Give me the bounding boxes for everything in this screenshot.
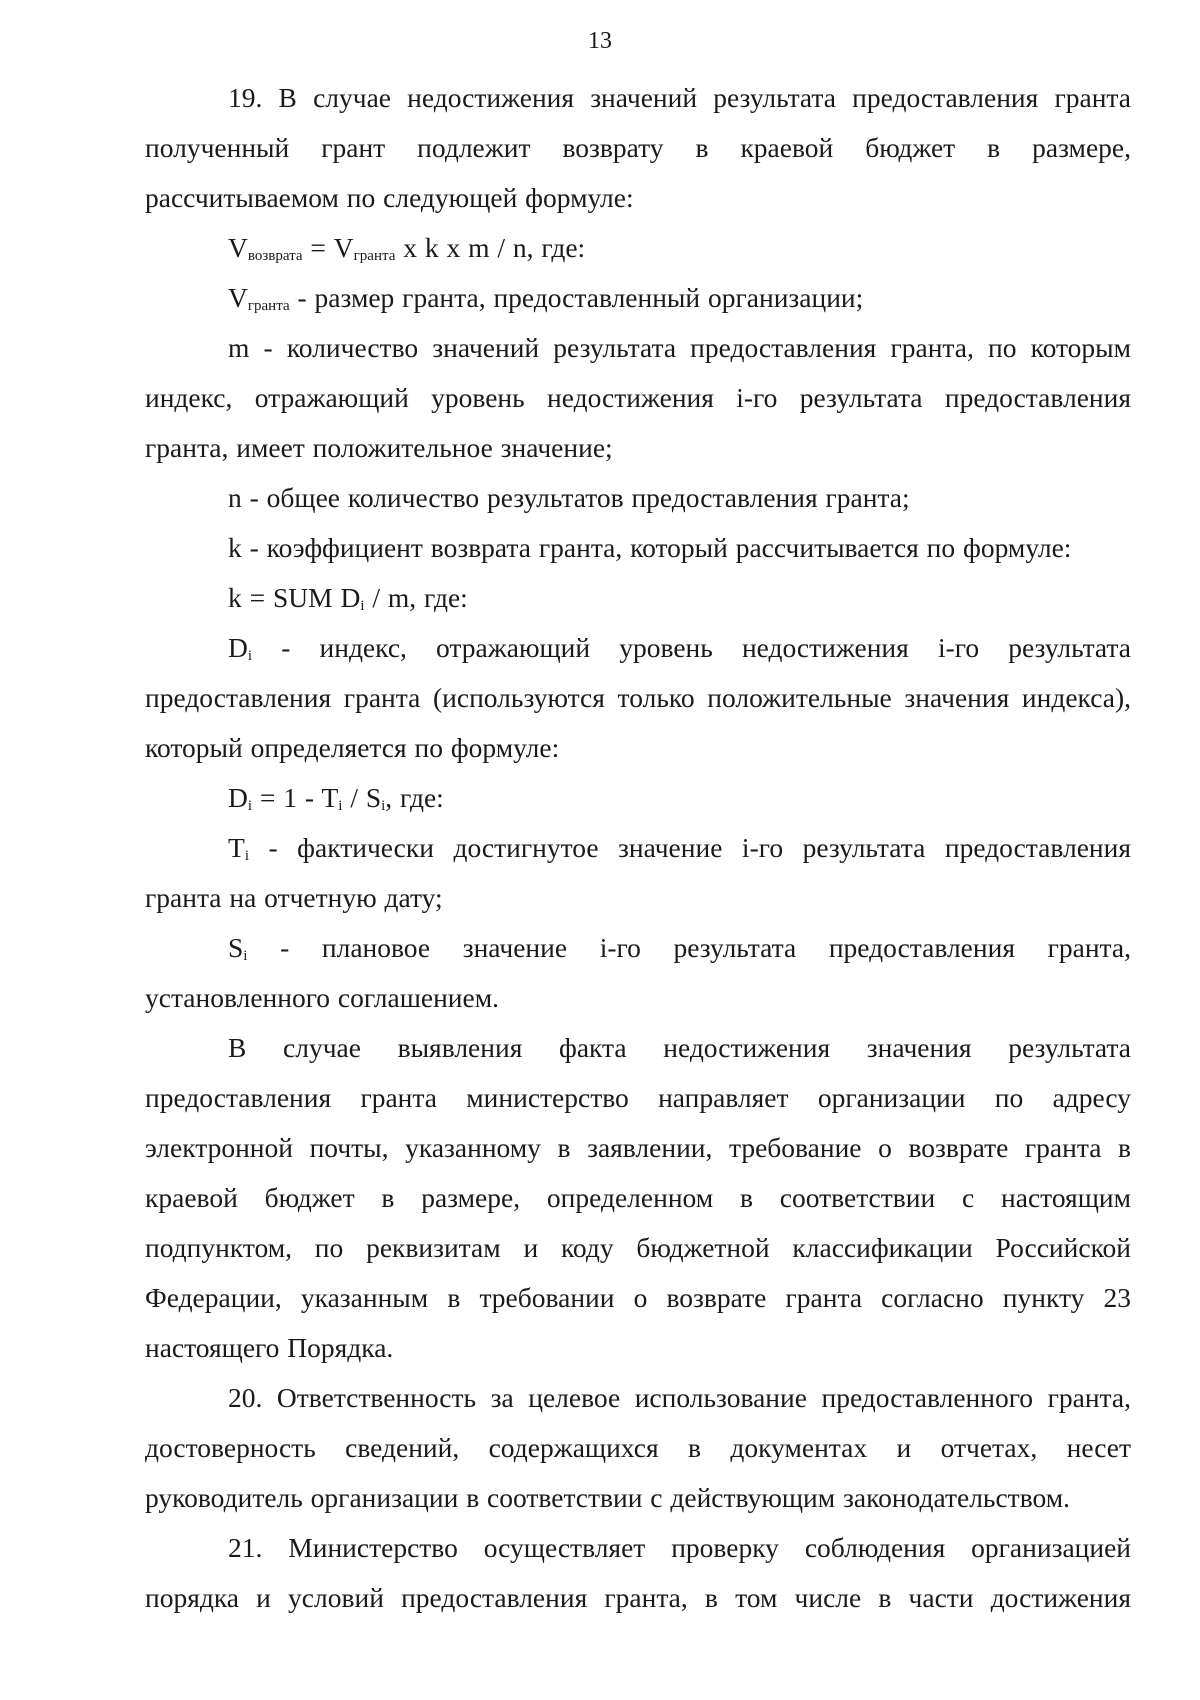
def-text: - фактически достигнутое значение i-го результата предоставления гранта на отчетную дату; xyxy=(145,832,1131,913)
paragraph-case: В случае выявления факта недостижения значения результата предоставления гранта министерство направляет организации по адресу электронной почты, указанному в заявлении, требование о возврате гранта в краевой бюджет в размере, определенном в соответствии с настоящим подпунктом, по реквизитам и коду бюджетной классификации Российской Федерации, указанным в требовании о возврате гранта согласно пункту 23 настоящего Порядка. xyxy=(145,1032,1131,1363)
def-var: D xyxy=(228,632,248,663)
formula-di-sub-t: i xyxy=(338,798,343,814)
def-sub: i xyxy=(244,848,249,864)
def-text: - размер гранта, предоставленный организации; xyxy=(289,282,864,313)
formula-di xyxy=(145,773,1131,823)
def-sub: гранта xyxy=(247,298,290,314)
formula-sub-granta: гранта xyxy=(353,248,396,264)
formula-k-sub: i xyxy=(360,598,365,614)
formula-di-mid2: / S xyxy=(342,782,382,813)
formula-di-sub-d: i xyxy=(247,798,253,814)
def-sub: i xyxy=(247,648,253,664)
formula-rest: x k x m / n, где: xyxy=(395,232,586,263)
definition-di xyxy=(145,623,1131,773)
def-var: V xyxy=(228,282,248,313)
definition-si xyxy=(145,923,1131,1023)
formula-sub-vozvrata: возврата xyxy=(247,248,303,264)
paragraph-21: 21. Министерство осуществляет проверку соблюдения организацией порядка и условий предоставления гранта, в том числе в части достижения xyxy=(145,1532,1131,1613)
formula-di-mid1: = 1 - T xyxy=(252,782,339,813)
def-var: S xyxy=(228,932,244,963)
formula-di-d: D xyxy=(228,782,248,813)
formula-var-v: V xyxy=(228,232,248,263)
definition-k: k - коэффициент возврата гранта, который рассчитывается по формуле: xyxy=(228,532,1072,563)
formula-di-sub-s: i xyxy=(381,798,386,814)
formula-eq: = V xyxy=(302,232,354,263)
formula-di-rest: , где: xyxy=(385,782,444,813)
formula-k-pre: k = SUM D xyxy=(228,582,361,613)
definition-m: m - количество значений результата предоставления гранта, по которым индекс, отражающий уровень недостижения i-го результата предоставления гранта, имеет положительное значение; xyxy=(145,332,1131,463)
page-number: 13 xyxy=(588,28,612,54)
paragraph-19: 19. В случае недостижения значений результата предоставления гранта полученный грант подлежит возврату в краевой бюджет в размере, рассчитываемом по следующей формуле: xyxy=(145,82,1131,213)
definition-n: n - общее количество результатов предоставления гранта; xyxy=(228,482,910,513)
formula-k xyxy=(145,573,1131,623)
formula-k-rest: / m, где: xyxy=(364,582,468,613)
document-body xyxy=(145,73,1131,1623)
formula-v-return xyxy=(145,223,1131,273)
def-text: - плановое значение i-го результата предоставления гранта, установленного соглашением. xyxy=(145,932,1131,1013)
definition-v-granta xyxy=(145,273,1131,323)
def-text: - индекс, отражающий уровень недостижения i-го результата предоставления гранта (используются только положительные значения индекса), который определяется по формуле: xyxy=(145,632,1131,763)
def-sub: i xyxy=(243,948,248,964)
definition-ti xyxy=(145,823,1131,923)
def-var: T xyxy=(228,832,245,863)
paragraph-20: 20. Ответственность за целевое использование предоставленного гранта, достоверность сведений, содержащихся в документах и отчетах, несет руководитель организации в соответствии с действующим законодательством. xyxy=(145,1382,1131,1513)
